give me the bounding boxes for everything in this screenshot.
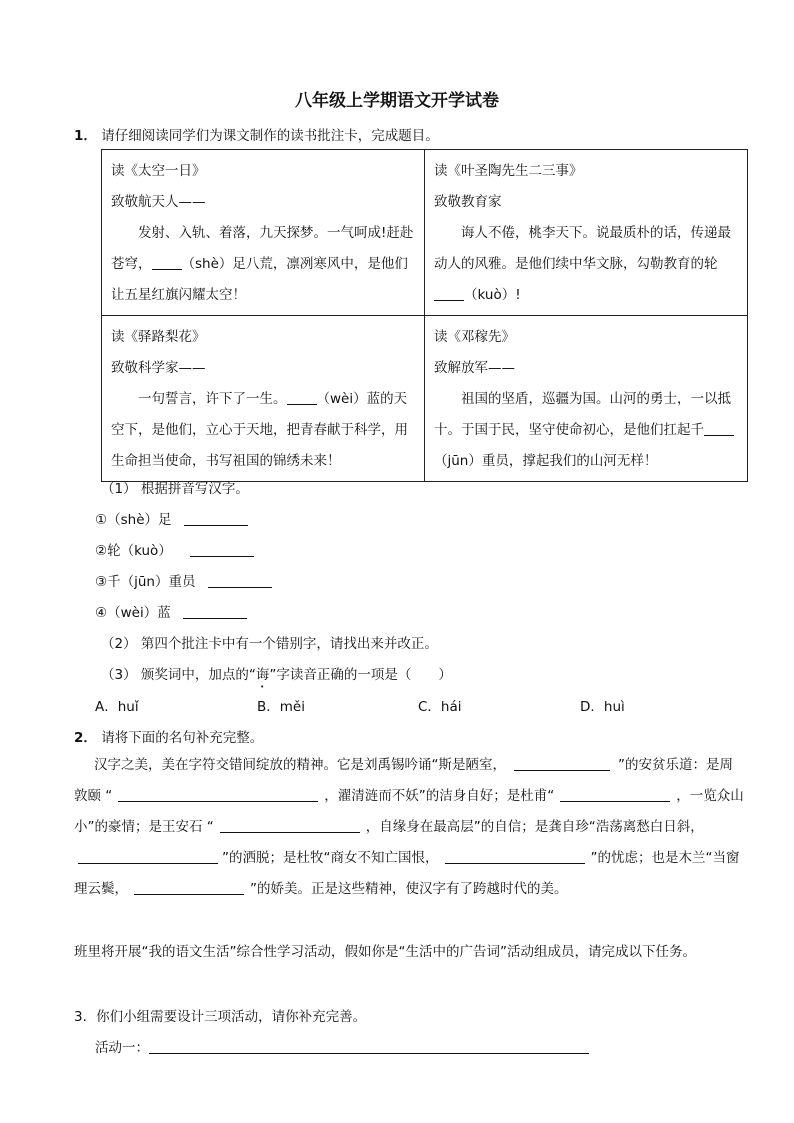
card-text-a: 发射、入轨、着落，九天探梦。一气呵成!赶赴苍穹，	[111, 225, 414, 272]
card-dedication: 致敬科学家——	[111, 360, 206, 376]
blank-label: ④（wèi）蓝	[95, 605, 171, 621]
paragraph-text: ”的娇美。正是这些精神，使汉字有了跨越时代的美。	[250, 881, 568, 897]
poem-blank[interactable]	[514, 756, 610, 771]
annotation-card	[102, 316, 425, 482]
question-1-stem	[74, 124, 439, 144]
paragraph-text: ，一览众山小”的豪情；是王安石 “	[74, 788, 744, 835]
blank-label: ①（shè）足	[95, 512, 172, 528]
option-c[interactable]: C．hái	[418, 699, 462, 715]
option-a[interactable]: A．huǐ	[95, 699, 139, 715]
poem-blank[interactable]	[134, 880, 244, 895]
sub-question-3	[101, 663, 452, 691]
fill-blank[interactable]	[704, 421, 734, 436]
card-text-a: 诲人不倦，桃李天下。说最质朴的话，传递最动人的风雅。是他们续中华文脉，勾勒教育的轮	[434, 225, 731, 272]
paragraph-text: ”的忧虑；也是木兰“当窗理云鬓，	[74, 850, 740, 897]
answer-blank[interactable]	[190, 542, 254, 557]
card-text	[434, 384, 739, 477]
annotation-card	[425, 150, 748, 316]
answer-blank[interactable]	[183, 604, 247, 619]
question-3-stem: 3．你们小组需要设计三项活动，请你补充完善。	[74, 1009, 367, 1025]
poem-fill-paragraph	[74, 750, 744, 905]
poem-blank[interactable]	[560, 787, 670, 802]
annotation-card	[102, 150, 425, 316]
card-heading: 读《驿路梨花》	[111, 329, 206, 345]
question-number: 1．	[74, 128, 97, 144]
card-heading: 读《叶圣陶先生二三事》	[434, 163, 583, 179]
paragraph-text: ”的洒脱；是杜牧“商女不知亡国恨，	[222, 850, 439, 866]
activity-one-blank[interactable]	[149, 1039, 589, 1054]
question-text: 请将下面的名句补充完整。	[101, 730, 264, 746]
poem-blank[interactable]	[220, 818, 360, 833]
card-text-b: （kuò）!	[464, 287, 521, 303]
paragraph-text: 汉字之美，美在字符交错间绽放的精神。它是刘禹锡吟诵“斯是陋室，	[94, 757, 506, 773]
card-text-a: 一句誓言，许下了一生。	[138, 391, 287, 407]
poem-blank[interactable]	[78, 849, 218, 864]
card-dedication: 致解放军——	[434, 360, 515, 376]
card-heading: 读《太空一日》	[111, 163, 206, 179]
sub-question-2: （2） 第四个批注卡中有一个错别字，请找出来并改正。	[101, 636, 438, 652]
card-text-a: 祖国的坚盾，巡疆为国。山河的勇士，一以抵十。于国于民，坚守使命初心，是他们扛起千	[434, 391, 731, 438]
option-d[interactable]: D．huì	[580, 699, 625, 715]
question-text: 请仔细阅读同学们为课文制作的读书批注卡，完成题目。	[101, 128, 439, 144]
card-dedication: 致敬教育家	[434, 194, 502, 210]
annotation-card	[425, 316, 748, 482]
card-text	[434, 218, 739, 311]
poem-blank[interactable]	[445, 849, 585, 864]
card-text-b: （wèi）蓝的天空下，是他们，立心于天地，把青春献于科学，用生命担当使命，书写祖国的锦绣未来！	[111, 391, 408, 469]
option-b[interactable]: B．měi	[257, 699, 305, 715]
answer-line-4	[95, 601, 247, 621]
activity-one-line	[95, 1036, 589, 1056]
card-text	[111, 384, 416, 477]
annotation-cards-table	[101, 149, 748, 482]
blank-label: ②轮（kuò）	[95, 543, 172, 559]
fill-blank[interactable]	[152, 255, 182, 270]
card-heading: 读《邓稼先》	[434, 329, 515, 345]
poem-blank[interactable]	[118, 787, 318, 802]
paragraph-text: ，濯清涟而不妖”的洁身自好；是杜甫“	[324, 788, 555, 804]
question-number: 2．	[74, 730, 97, 746]
fill-blank[interactable]	[287, 390, 317, 405]
sub-question-3-text-b: ”字读音正确的一项是（ ）	[269, 667, 452, 683]
answer-line-2	[95, 539, 254, 559]
answer-line-1	[95, 508, 248, 528]
emphasized-character: 诲	[255, 667, 270, 683]
page-title: 八年级上学期语文开学试卷	[295, 91, 499, 111]
card-dedication: 致敬航天人——	[111, 194, 206, 210]
answer-line-3	[95, 570, 272, 590]
card-text-b: （jūn）重员，撑起我们的山河无样！	[434, 453, 658, 469]
paragraph-text: ”的安贫乐道：是周敦颐 “	[74, 757, 733, 804]
sub-question-1: （1） 根据拼音写汉字。	[101, 481, 249, 497]
card-text-b: （shè）足八荒，凛冽寒风中，是他们让五星红旗闪耀太空！	[111, 256, 408, 303]
answer-blank[interactable]	[208, 573, 272, 588]
card-text	[111, 218, 416, 311]
fill-blank[interactable]	[434, 286, 464, 301]
answer-blank[interactable]	[184, 511, 248, 526]
blank-label: ③千（jūn）重员	[95, 574, 196, 590]
sub-question-3-text-a: （3） 颁奖词中，加点的“	[101, 667, 256, 683]
activity-label: 活动一：	[95, 1040, 149, 1056]
activity-intro: 班里将开展“我的语文生活”综合性学习活动，假如你是“生活中的广告词”活动组成员，请完成以下任务。	[74, 944, 696, 960]
paragraph-text: ，自缘身在最高层”的自信；是龚自珍“浩荡离愁白日斜，	[365, 819, 704, 835]
question-2-stem	[74, 726, 263, 746]
